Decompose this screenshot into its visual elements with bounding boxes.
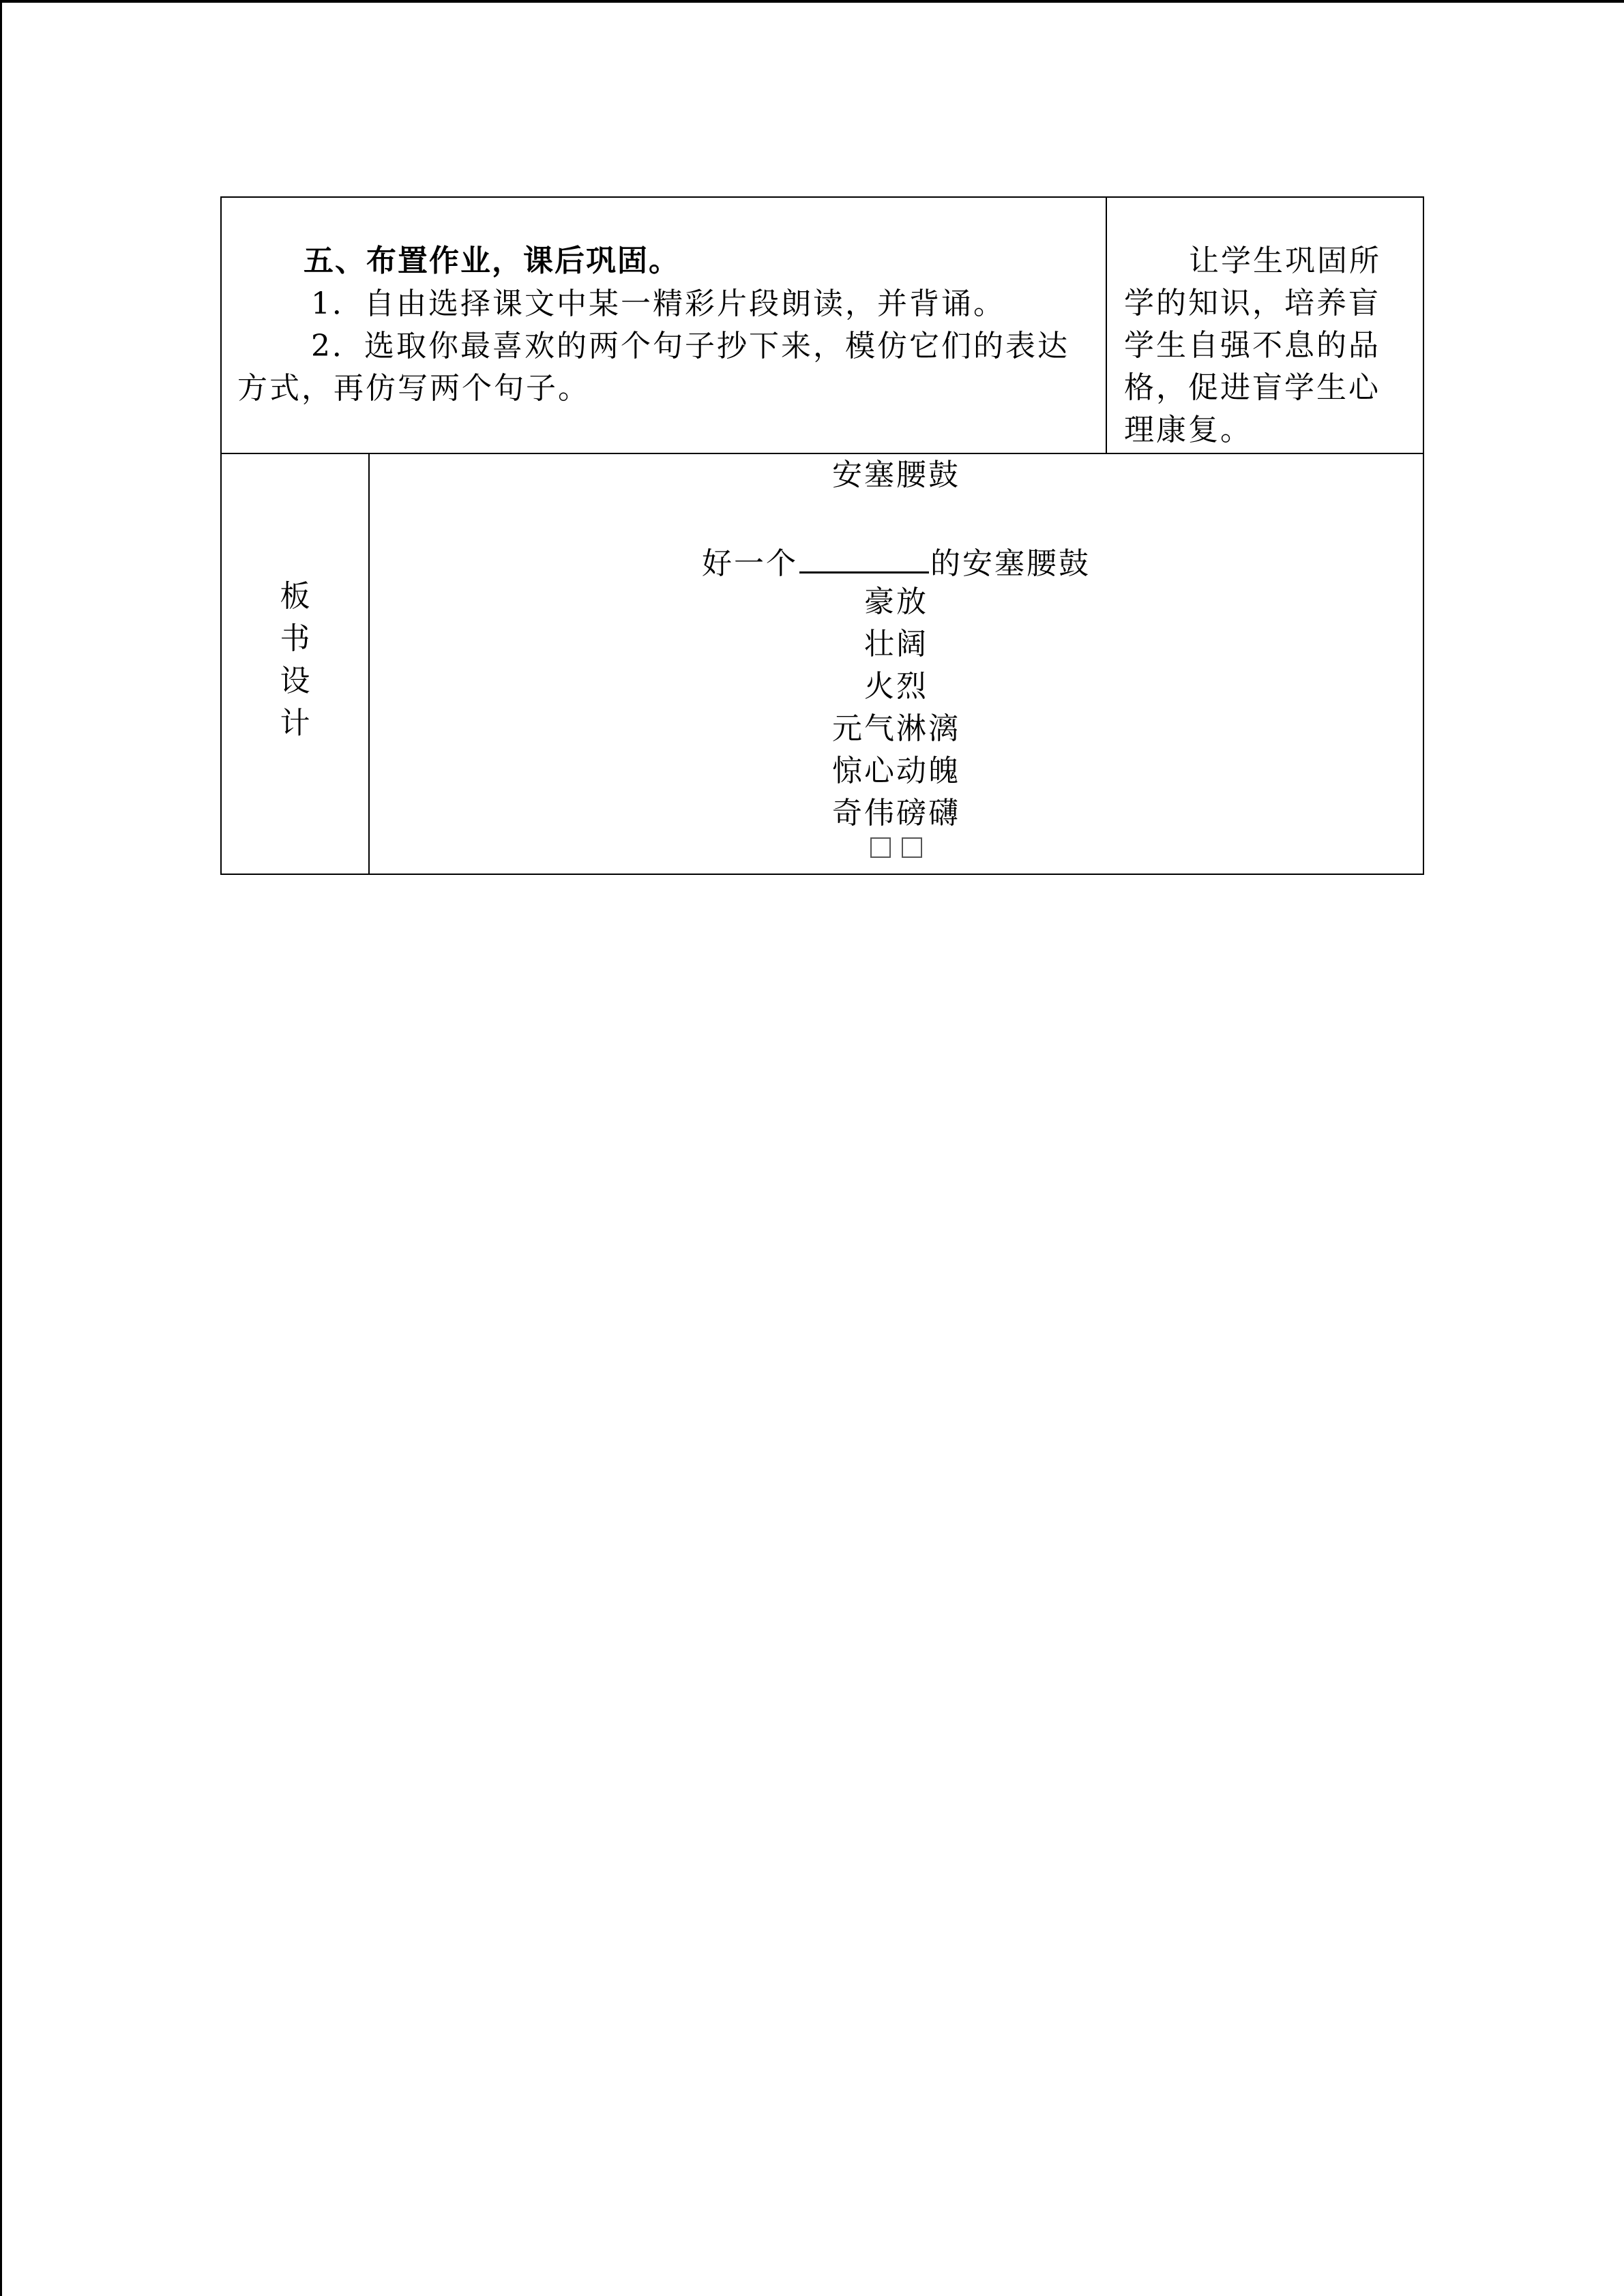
board-phrase-suffix: 的安塞腰鼓 xyxy=(930,546,1091,581)
homework-cell xyxy=(222,198,1107,454)
placeholder-boxes xyxy=(370,837,1423,861)
fill-in-blank xyxy=(799,539,929,573)
board-label-char-3: 设 xyxy=(280,664,310,698)
page-top-border xyxy=(0,0,1624,3)
design-note-line-3: 学生自强不息的品 xyxy=(1124,328,1381,363)
design-note-line-2: 学的知识，培养盲 xyxy=(1124,286,1381,320)
board-label-char-1: 板 xyxy=(280,579,310,614)
board-phrase-prefix: 好一个 xyxy=(702,546,798,581)
design-intent-cell xyxy=(1107,198,1423,454)
board-label-char-2: 书 xyxy=(280,621,310,656)
board-phrase xyxy=(370,539,1423,585)
board-title: 安塞腰鼓 xyxy=(832,458,960,492)
design-note-line-5: 理康复。 xyxy=(1124,413,1252,447)
board-word-5: 惊心动魄 xyxy=(832,754,960,788)
placeholder-box-1 xyxy=(870,837,891,858)
homework-item-1: 1．自由选择课文中某一精彩片段朗读，并背诵。 xyxy=(311,286,1005,321)
board-label-char-4: 计 xyxy=(280,706,310,741)
design-note-line-4: 格，促进盲学生心 xyxy=(1124,370,1381,405)
board-word-1: 豪放 xyxy=(864,584,928,619)
board-word-6: 奇伟磅礴 xyxy=(832,796,960,831)
lesson-plan-table xyxy=(220,196,1424,875)
board-design-label-cell xyxy=(222,454,370,874)
design-note-line-1: 让学生巩固所 xyxy=(1189,243,1381,278)
homework-item-2-line-1: 2．选取你最喜欢的两个句子抄下来，模仿它们的表达 xyxy=(311,329,1069,363)
board-design-cell xyxy=(370,454,1423,874)
homework-heading: 五、布置作业，课后巩固。 xyxy=(304,243,680,278)
board-word-2: 壮阔 xyxy=(864,627,928,661)
placeholder-box-2 xyxy=(902,837,922,858)
page-left-border xyxy=(0,0,2,2296)
homework-item-2-line-2: 方式，再仿写两个句子。 xyxy=(237,371,590,406)
board-word-3: 火烈 xyxy=(864,669,928,704)
board-word-4: 元气淋漓 xyxy=(832,711,960,746)
